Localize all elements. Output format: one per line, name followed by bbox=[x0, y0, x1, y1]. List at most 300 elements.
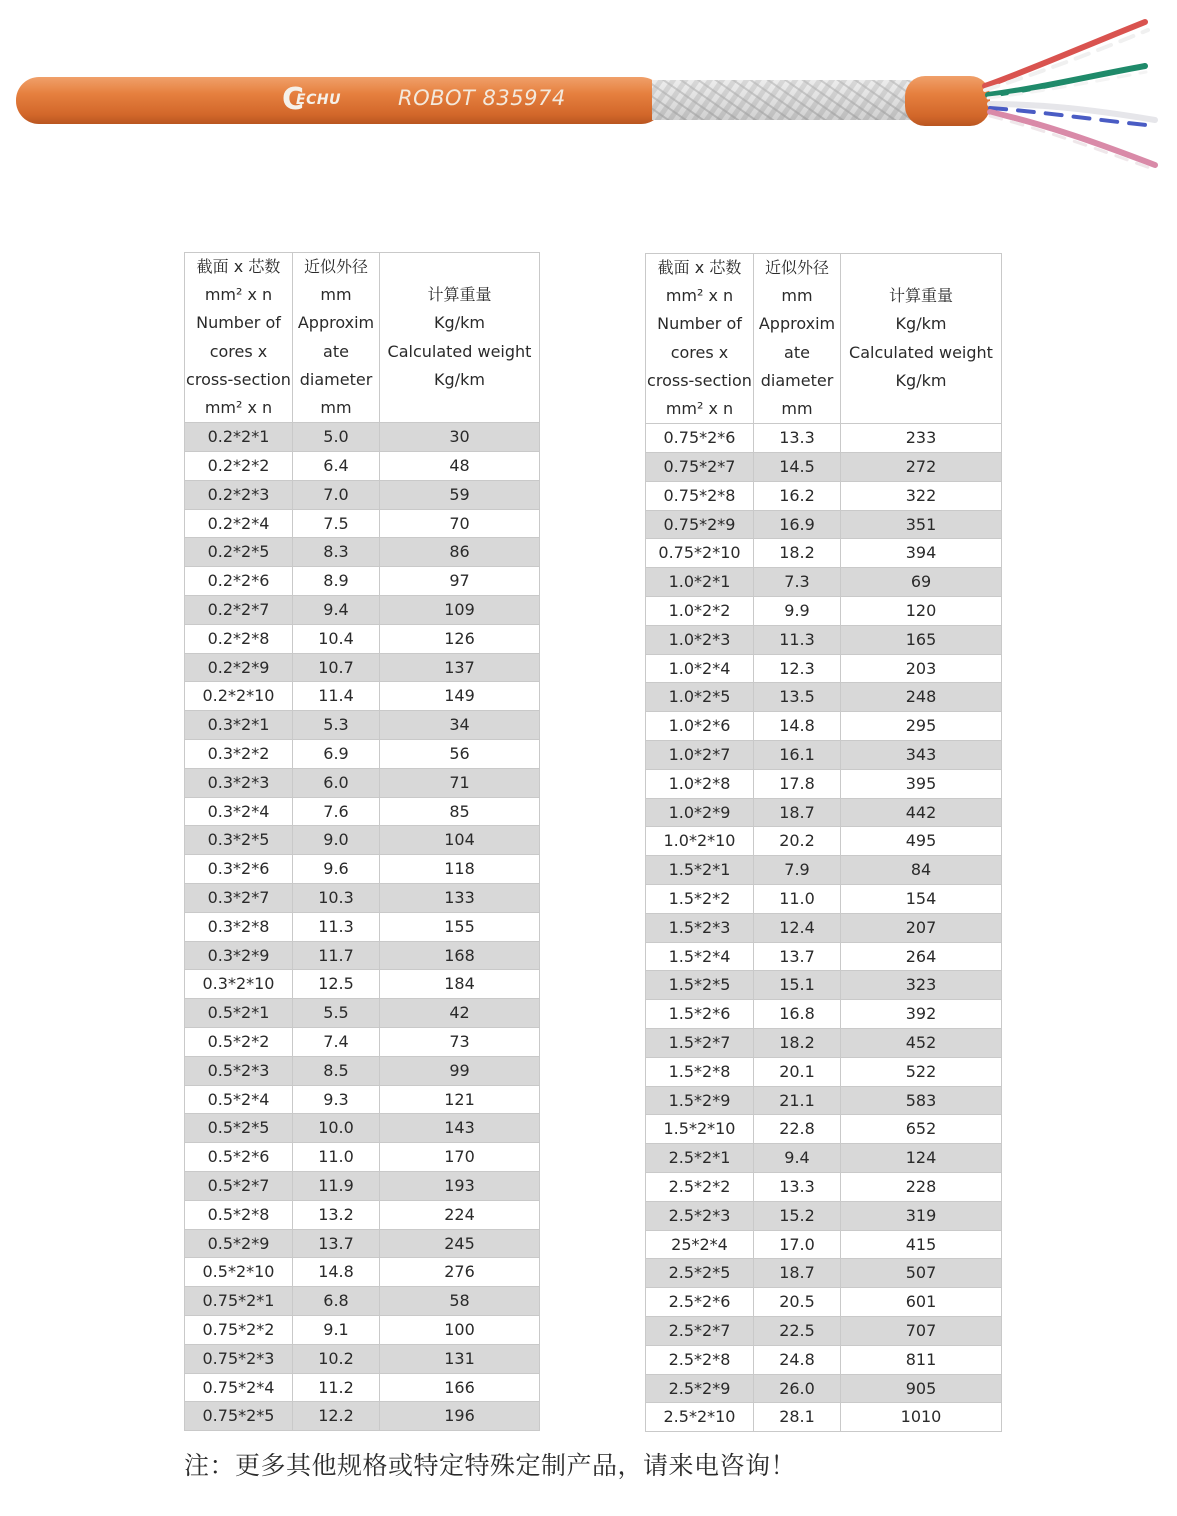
cell-diameter: 7.0 bbox=[293, 480, 380, 509]
cell-cross-section: 0.75*2*1 bbox=[185, 1287, 293, 1316]
cell-weight: 233 bbox=[841, 424, 1002, 453]
cell-cross-section: 0.5*2*7 bbox=[185, 1171, 293, 1200]
cell-cross-section: 2.5*2*5 bbox=[646, 1259, 754, 1288]
cell-diameter: 21.1 bbox=[754, 1086, 841, 1115]
cell-diameter: 12.3 bbox=[754, 654, 841, 683]
cell-cross-section: 0.5*2*8 bbox=[185, 1200, 293, 1229]
cell-weight: 137 bbox=[380, 653, 540, 682]
cell-weight: 343 bbox=[841, 740, 1002, 769]
cell-cross-section: 1.0*2*1 bbox=[646, 568, 754, 597]
cell-weight: 652 bbox=[841, 1115, 1002, 1144]
table-row bbox=[646, 1086, 1002, 1115]
cell-weight: 276 bbox=[380, 1258, 540, 1287]
cell-cross-section: 0.75*2*2 bbox=[185, 1315, 293, 1344]
header-line: mm² x n bbox=[204, 398, 273, 418]
header-line: Number of bbox=[196, 313, 281, 333]
header-diameter bbox=[293, 253, 380, 423]
header-line: cross-section bbox=[647, 370, 752, 390]
cell-weight: 48 bbox=[380, 452, 540, 481]
cell-cross-section: 2.5*2*6 bbox=[646, 1288, 754, 1317]
cell-weight: 59 bbox=[380, 480, 540, 509]
header-line: ate bbox=[784, 342, 810, 362]
cell-cross-section: 0.3*2*10 bbox=[185, 970, 293, 999]
header-cross-section bbox=[646, 254, 754, 424]
cell-cross-section: 0.3*2*8 bbox=[185, 912, 293, 941]
cell-diameter: 18.7 bbox=[754, 1259, 841, 1288]
table-body-left bbox=[185, 423, 540, 1431]
table-row bbox=[185, 423, 540, 452]
cell-weight: 264 bbox=[841, 942, 1002, 971]
cell-cross-section: 1.5*2*10 bbox=[646, 1115, 754, 1144]
cell-cross-section: 1.0*2*5 bbox=[646, 683, 754, 712]
cell-diameter: 8.5 bbox=[293, 1056, 380, 1085]
cell-weight: 395 bbox=[841, 769, 1002, 798]
cell-diameter: 13.7 bbox=[293, 1229, 380, 1258]
header-weight bbox=[841, 254, 1002, 424]
cell-weight: 295 bbox=[841, 712, 1002, 741]
table-row bbox=[185, 912, 540, 941]
table-row bbox=[646, 798, 1002, 827]
table-header-row bbox=[185, 253, 540, 423]
table-row bbox=[646, 740, 1002, 769]
cell-diameter: 20.1 bbox=[754, 1057, 841, 1086]
brand-name: ECHU bbox=[296, 92, 341, 108]
cell-weight: 248 bbox=[841, 683, 1002, 712]
cell-diameter: 7.5 bbox=[293, 509, 380, 538]
header-line: mm² x n bbox=[665, 286, 734, 306]
cell-weight: 99 bbox=[380, 1056, 540, 1085]
cell-weight: 196 bbox=[380, 1402, 540, 1431]
header-line: mm bbox=[781, 399, 813, 419]
cell-weight: 155 bbox=[380, 912, 540, 941]
table-row bbox=[185, 538, 540, 567]
table-row bbox=[646, 1057, 1002, 1086]
table-row bbox=[646, 1288, 1002, 1317]
cell-diameter: 7.4 bbox=[293, 1027, 380, 1056]
table-row bbox=[646, 1230, 1002, 1259]
cell-cross-section: 0.3*2*5 bbox=[185, 826, 293, 855]
cell-diameter: 9.4 bbox=[754, 1144, 841, 1173]
table-row bbox=[185, 711, 540, 740]
cell-diameter: 22.8 bbox=[754, 1115, 841, 1144]
cell-diameter: 11.0 bbox=[293, 1143, 380, 1172]
cell-weight: 507 bbox=[841, 1259, 1002, 1288]
table-row bbox=[185, 624, 540, 653]
table-row bbox=[646, 884, 1002, 913]
table-body-right bbox=[646, 424, 1002, 1432]
cell-weight: 322 bbox=[841, 481, 1002, 510]
cell-diameter: 7.9 bbox=[754, 856, 841, 885]
spec-table-left bbox=[184, 252, 540, 1431]
cell-cross-section: 0.5*2*9 bbox=[185, 1229, 293, 1258]
cell-diameter: 6.9 bbox=[293, 739, 380, 768]
cell-diameter: 13.5 bbox=[754, 683, 841, 712]
cell-diameter: 18.2 bbox=[754, 1028, 841, 1057]
cell-diameter: 16.9 bbox=[754, 510, 841, 539]
cell-cross-section: 0.75*2*4 bbox=[185, 1373, 293, 1402]
product-label: ROBOT 835974 bbox=[398, 86, 566, 110]
cell-diameter: 11.2 bbox=[293, 1373, 380, 1402]
cell-weight: 207 bbox=[841, 913, 1002, 942]
table-row bbox=[185, 1200, 540, 1229]
cell-diameter: 12.4 bbox=[754, 913, 841, 942]
header-line: diameter bbox=[299, 369, 373, 389]
cell-diameter: 10.4 bbox=[293, 624, 380, 653]
cell-diameter: 20.2 bbox=[754, 827, 841, 856]
cell-cross-section: 1.0*2*9 bbox=[646, 798, 754, 827]
header-line: Approxim bbox=[758, 314, 836, 334]
cell-cross-section: 2.5*2*3 bbox=[646, 1201, 754, 1230]
table-row bbox=[646, 625, 1002, 654]
cell-diameter: 9.9 bbox=[754, 597, 841, 626]
cell-weight: 394 bbox=[841, 539, 1002, 568]
cell-cross-section: 0.2*2*2 bbox=[185, 452, 293, 481]
cell-diameter: 10.2 bbox=[293, 1344, 380, 1373]
cell-diameter: 7.6 bbox=[293, 797, 380, 826]
cell-weight: 452 bbox=[841, 1028, 1002, 1057]
table-row bbox=[646, 683, 1002, 712]
header-line: Number of bbox=[657, 314, 742, 334]
table-row bbox=[185, 1258, 540, 1287]
table-row bbox=[185, 596, 540, 625]
table-row bbox=[185, 682, 540, 711]
cell-weight: 184 bbox=[380, 970, 540, 999]
table-row bbox=[646, 510, 1002, 539]
cell-cross-section: 0.2*2*7 bbox=[185, 596, 293, 625]
table-row bbox=[646, 1345, 1002, 1374]
cell-cross-section: 1.5*2*8 bbox=[646, 1057, 754, 1086]
cell-weight: 228 bbox=[841, 1172, 1002, 1201]
cell-cross-section: 0.75*2*7 bbox=[646, 453, 754, 482]
cell-diameter: 18.2 bbox=[754, 539, 841, 568]
cell-weight: 86 bbox=[380, 538, 540, 567]
cell-weight: 30 bbox=[380, 423, 540, 452]
cell-cross-section: 0.75*2*6 bbox=[646, 424, 754, 453]
cell-weight: 522 bbox=[841, 1057, 1002, 1086]
table-row bbox=[185, 826, 540, 855]
cell-weight: 351 bbox=[841, 510, 1002, 539]
table-header-row bbox=[646, 254, 1002, 424]
cell-weight: 56 bbox=[380, 739, 540, 768]
cell-weight: 143 bbox=[380, 1114, 540, 1143]
cell-diameter: 11.3 bbox=[754, 625, 841, 654]
table-row bbox=[646, 481, 1002, 510]
cell-diameter: 5.0 bbox=[293, 423, 380, 452]
table-row bbox=[185, 855, 540, 884]
brand-c-mark: C bbox=[282, 82, 305, 117]
cell-cross-section: 0.3*2*2 bbox=[185, 739, 293, 768]
cell-weight: 70 bbox=[380, 509, 540, 538]
table-row bbox=[646, 1316, 1002, 1345]
cell-diameter: 6.8 bbox=[293, 1287, 380, 1316]
cell-weight: 118 bbox=[380, 855, 540, 884]
table-row bbox=[185, 739, 540, 768]
table-row bbox=[185, 1229, 540, 1258]
cell-weight: 319 bbox=[841, 1201, 1002, 1230]
brand-logo bbox=[282, 84, 341, 116]
header-diameter bbox=[754, 254, 841, 424]
cell-diameter: 11.4 bbox=[293, 682, 380, 711]
header-line: mm bbox=[781, 286, 813, 306]
header-line: mm² x n bbox=[204, 285, 273, 305]
header-line: Calculated weight bbox=[849, 342, 993, 362]
table-row bbox=[646, 424, 1002, 453]
cell-cross-section: 0.5*2*10 bbox=[185, 1258, 293, 1287]
cell-cross-section: 1.5*2*9 bbox=[646, 1086, 754, 1115]
cell-weight: 121 bbox=[380, 1085, 540, 1114]
header-line: mm bbox=[320, 285, 352, 305]
cell-cross-section: 1.5*2*4 bbox=[646, 942, 754, 971]
cell-diameter: 7.3 bbox=[754, 568, 841, 597]
cell-weight: 120 bbox=[841, 597, 1002, 626]
table-row bbox=[185, 653, 540, 682]
cell-cross-section: 0.2*2*6 bbox=[185, 567, 293, 596]
cell-diameter: 24.8 bbox=[754, 1345, 841, 1374]
table-row bbox=[646, 453, 1002, 482]
cell-cross-section: 0.3*2*7 bbox=[185, 883, 293, 912]
cell-weight: 224 bbox=[380, 1200, 540, 1229]
cell-diameter: 26.0 bbox=[754, 1374, 841, 1403]
cell-cross-section: 2.5*2*8 bbox=[646, 1345, 754, 1374]
header-line: mm bbox=[320, 398, 352, 418]
cell-cross-section: 1.0*2*2 bbox=[646, 597, 754, 626]
header-line: Kg/km bbox=[434, 313, 485, 333]
cell-weight: 1010 bbox=[841, 1403, 1002, 1432]
cell-cross-section: 2.5*2*1 bbox=[646, 1144, 754, 1173]
cell-cross-section: 0.2*2*4 bbox=[185, 509, 293, 538]
cell-weight: 323 bbox=[841, 971, 1002, 1000]
cell-cross-section: 2.5*2*2 bbox=[646, 1172, 754, 1201]
cell-weight: 392 bbox=[841, 1000, 1002, 1029]
cell-weight: 495 bbox=[841, 827, 1002, 856]
table-row bbox=[646, 1028, 1002, 1057]
cell-weight: 168 bbox=[380, 941, 540, 970]
table-row bbox=[646, 827, 1002, 856]
table-row bbox=[646, 539, 1002, 568]
cell-weight: 71 bbox=[380, 768, 540, 797]
cell-cross-section: 1.5*2*7 bbox=[646, 1028, 754, 1057]
cell-diameter: 14.5 bbox=[754, 453, 841, 482]
header-line: cores x bbox=[209, 341, 268, 361]
cell-diameter: 6.4 bbox=[293, 452, 380, 481]
cell-weight: 166 bbox=[380, 1373, 540, 1402]
cell-cross-section: 0.5*2*3 bbox=[185, 1056, 293, 1085]
table-row bbox=[185, 797, 540, 826]
cell-diameter: 8.3 bbox=[293, 538, 380, 567]
table-row bbox=[185, 480, 540, 509]
cell-cross-section: 0.2*2*5 bbox=[185, 538, 293, 567]
cell-diameter: 10.0 bbox=[293, 1114, 380, 1143]
cell-diameter: 9.0 bbox=[293, 826, 380, 855]
cell-diameter: 13.7 bbox=[754, 942, 841, 971]
cell-weight: 34 bbox=[380, 711, 540, 740]
table-row bbox=[646, 1172, 1002, 1201]
cell-weight: 42 bbox=[380, 999, 540, 1028]
header-line: Calculated weight bbox=[387, 341, 532, 361]
cell-diameter: 17.0 bbox=[754, 1230, 841, 1259]
cell-weight: 583 bbox=[841, 1086, 1002, 1115]
cell-weight: 104 bbox=[380, 826, 540, 855]
cell-diameter: 28.1 bbox=[754, 1403, 841, 1432]
cell-cross-section: 0.5*2*2 bbox=[185, 1027, 293, 1056]
table-row bbox=[646, 1144, 1002, 1173]
table-row bbox=[185, 567, 540, 596]
header-line: Kg/km bbox=[434, 369, 485, 389]
cell-diameter: 12.5 bbox=[293, 970, 380, 999]
cell-cross-section: 0.2*2*1 bbox=[185, 423, 293, 452]
table-row bbox=[646, 654, 1002, 683]
cell-weight: 415 bbox=[841, 1230, 1002, 1259]
cell-cross-section: 1.5*2*3 bbox=[646, 913, 754, 942]
table-row bbox=[185, 1344, 540, 1373]
table-row bbox=[646, 568, 1002, 597]
cell-diameter: 9.4 bbox=[293, 596, 380, 625]
table-row bbox=[185, 452, 540, 481]
cell-weight: 245 bbox=[380, 1229, 540, 1258]
cell-cross-section: 2.5*2*7 bbox=[646, 1316, 754, 1345]
cell-weight: 203 bbox=[841, 654, 1002, 683]
cell-diameter: 13.3 bbox=[754, 424, 841, 453]
cell-weight: 124 bbox=[841, 1144, 1002, 1173]
cell-diameter: 10.3 bbox=[293, 883, 380, 912]
cell-cross-section: 25*2*4 bbox=[646, 1230, 754, 1259]
table-row bbox=[185, 1085, 540, 1114]
cell-cross-section: 0.5*2*5 bbox=[185, 1114, 293, 1143]
cell-cross-section: 0.75*2*3 bbox=[185, 1344, 293, 1373]
header-line: ate bbox=[323, 341, 349, 361]
cell-diameter: 15.2 bbox=[754, 1201, 841, 1230]
cell-cross-section: 0.75*2*10 bbox=[646, 539, 754, 568]
table-row bbox=[185, 1373, 540, 1402]
cell-weight: 154 bbox=[841, 884, 1002, 913]
cell-weight: 69 bbox=[841, 568, 1002, 597]
table-row bbox=[185, 1287, 540, 1316]
table-row bbox=[185, 1056, 540, 1085]
header-line: Kg/km bbox=[895, 370, 947, 390]
cell-weight: 109 bbox=[380, 596, 540, 625]
cell-cross-section: 0.3*2*6 bbox=[185, 855, 293, 884]
cell-cross-section: 1.0*2*10 bbox=[646, 827, 754, 856]
cell-cross-section: 0.5*2*6 bbox=[185, 1143, 293, 1172]
spec-table-right bbox=[645, 253, 1002, 1432]
table-row bbox=[185, 768, 540, 797]
cell-cross-section: 0.3*2*4 bbox=[185, 797, 293, 826]
cell-diameter: 13.3 bbox=[754, 1172, 841, 1201]
cell-cross-section: 0.3*2*9 bbox=[185, 941, 293, 970]
table-row bbox=[185, 1114, 540, 1143]
cell-cross-section: 0.75*2*5 bbox=[185, 1402, 293, 1431]
cell-cross-section: 0.3*2*3 bbox=[185, 768, 293, 797]
cell-weight: 811 bbox=[841, 1345, 1002, 1374]
cell-diameter: 20.5 bbox=[754, 1288, 841, 1317]
cell-diameter: 22.5 bbox=[754, 1316, 841, 1345]
cell-cross-section: 0.2*2*3 bbox=[185, 480, 293, 509]
cell-diameter: 5.3 bbox=[293, 711, 380, 740]
header-line: 近似外径 bbox=[764, 258, 829, 277]
cell-cross-section: 0.2*2*10 bbox=[185, 682, 293, 711]
cell-diameter: 9.1 bbox=[293, 1315, 380, 1344]
cell-weight: 442 bbox=[841, 798, 1002, 827]
header-line: 计算重量 bbox=[888, 286, 953, 306]
cell-diameter: 14.8 bbox=[293, 1258, 380, 1287]
header-line: 截面 x 芯数 bbox=[657, 258, 742, 277]
cell-weight: 84 bbox=[841, 856, 1002, 885]
cell-diameter: 12.2 bbox=[293, 1402, 380, 1431]
table-row bbox=[646, 1403, 1002, 1432]
table-row bbox=[185, 970, 540, 999]
cell-diameter: 11.9 bbox=[293, 1171, 380, 1200]
cable-graphic bbox=[0, 0, 1177, 200]
cell-diameter: 16.8 bbox=[754, 1000, 841, 1029]
cell-cross-section: 1.0*2*3 bbox=[646, 625, 754, 654]
cell-weight: 133 bbox=[380, 883, 540, 912]
cell-cross-section: 1.0*2*4 bbox=[646, 654, 754, 683]
cell-weight: 100 bbox=[380, 1315, 540, 1344]
table-row bbox=[185, 1315, 540, 1344]
cell-diameter: 5.5 bbox=[293, 999, 380, 1028]
table-row bbox=[185, 509, 540, 538]
cell-diameter: 18.7 bbox=[754, 798, 841, 827]
cell-weight: 170 bbox=[380, 1143, 540, 1172]
cell-cross-section: 0.5*2*1 bbox=[185, 999, 293, 1028]
cell-diameter: 13.2 bbox=[293, 1200, 380, 1229]
table-row bbox=[646, 1259, 1002, 1288]
header-line: mm² x n bbox=[665, 399, 734, 419]
cell-weight: 905 bbox=[841, 1374, 1002, 1403]
cell-cross-section: 0.75*2*8 bbox=[646, 481, 754, 510]
cell-weight: 272 bbox=[841, 453, 1002, 482]
table-row bbox=[185, 1171, 540, 1200]
cell-weight: 85 bbox=[380, 797, 540, 826]
cell-diameter: 16.2 bbox=[754, 481, 841, 510]
cell-weight: 149 bbox=[380, 682, 540, 711]
cell-weight: 73 bbox=[380, 1027, 540, 1056]
cell-cross-section: 1.0*2*6 bbox=[646, 712, 754, 741]
cell-diameter: 10.7 bbox=[293, 653, 380, 682]
cell-cross-section: 1.0*2*8 bbox=[646, 769, 754, 798]
header-line: 计算重量 bbox=[427, 285, 492, 305]
header-line: Approxim bbox=[297, 313, 375, 333]
header-line: 截面 x 芯数 bbox=[196, 257, 281, 276]
cell-weight: 131 bbox=[380, 1344, 540, 1373]
table-row bbox=[646, 769, 1002, 798]
cell-diameter: 11.0 bbox=[754, 884, 841, 913]
header-line: diameter bbox=[760, 370, 834, 390]
header-cross-section bbox=[185, 253, 293, 423]
table-row bbox=[646, 1374, 1002, 1403]
table-row bbox=[646, 856, 1002, 885]
cell-weight: 58 bbox=[380, 1287, 540, 1316]
cell-weight: 126 bbox=[380, 624, 540, 653]
cable-illustration bbox=[0, 0, 1177, 200]
cell-weight: 193 bbox=[380, 1171, 540, 1200]
cell-diameter: 8.9 bbox=[293, 567, 380, 596]
header-line: Kg/km bbox=[895, 314, 947, 334]
header-line: cores x bbox=[670, 342, 729, 362]
cell-cross-section: 0.3*2*1 bbox=[185, 711, 293, 740]
cell-diameter: 14.8 bbox=[754, 712, 841, 741]
cell-diameter: 15.1 bbox=[754, 971, 841, 1000]
cell-cross-section: 1.5*2*2 bbox=[646, 884, 754, 913]
cell-cross-section: 0.2*2*9 bbox=[185, 653, 293, 682]
table-row bbox=[185, 1027, 540, 1056]
cell-diameter: 16.1 bbox=[754, 740, 841, 769]
cell-diameter: 17.8 bbox=[754, 769, 841, 798]
cell-cross-section: 0.2*2*8 bbox=[185, 624, 293, 653]
header-weight bbox=[380, 253, 540, 423]
table-row bbox=[185, 883, 540, 912]
cell-diameter: 9.3 bbox=[293, 1085, 380, 1114]
